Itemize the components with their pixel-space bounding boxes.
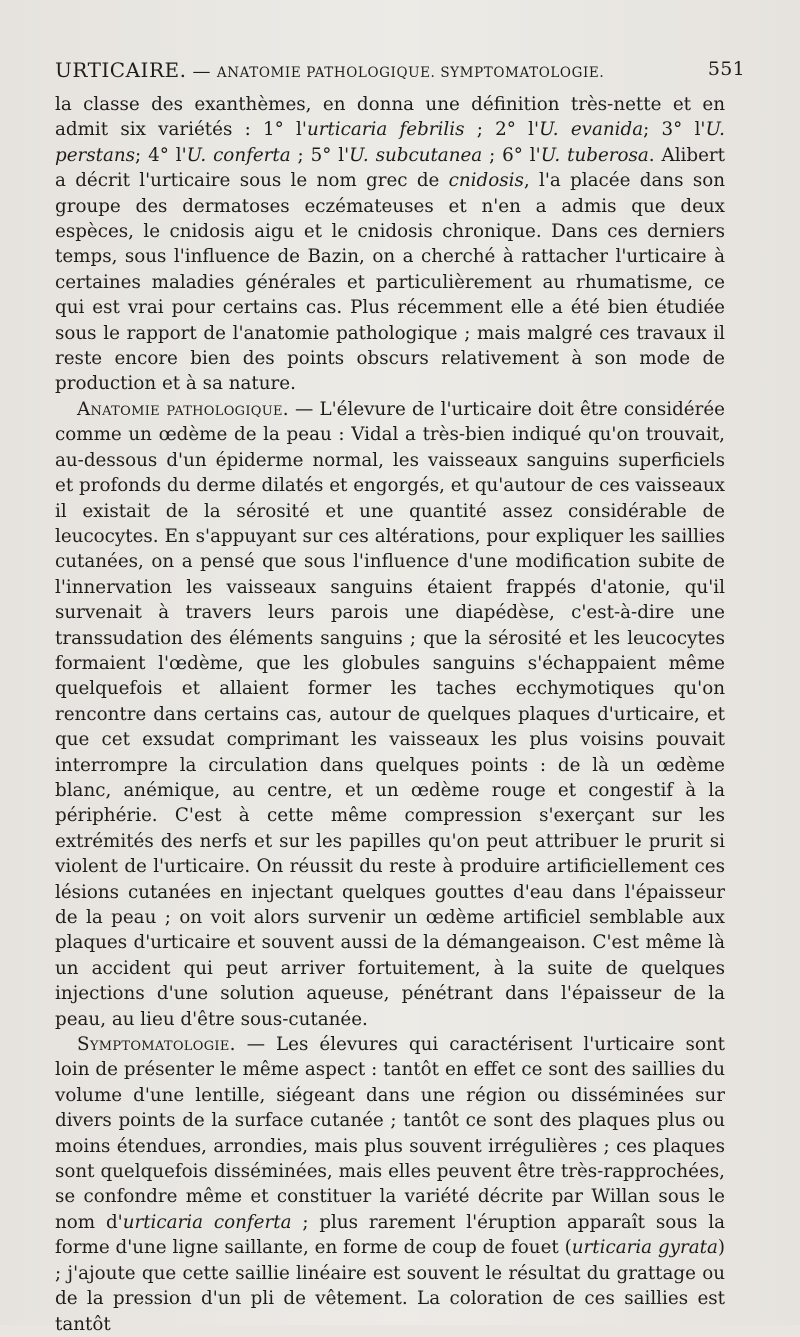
text-run: ; plus rarement l'éruption apparaît sous la forme d'une ligne saillante, en forme de coup de fouet ( — [55, 1211, 726, 1259]
page-number: 551 — [707, 58, 745, 80]
paragraph-history — [55, 92, 725, 397]
latin-term: urticaria conferta — [122, 1211, 292, 1233]
paragraph-symptomatologie — [55, 1032, 725, 1337]
latin-term: U. perstans — [55, 119, 725, 166]
latin-term: U. evanida — [539, 119, 644, 141]
latin-term: U. conferta — [186, 144, 291, 166]
text-run: ) ; j'ajoute que cette saillie linéaire est souvent le résultat du grattage ou de la pression d'un pli de vêtement. La coloration de ces saillies est tantôt — [55, 1237, 725, 1335]
text-run: ; 5° l' — [290, 144, 350, 166]
section-heading-symptomatologie: Symptomatologie. — [77, 1034, 236, 1056]
text-run: ; 4° l' — [135, 144, 187, 166]
paragraph-anatomie — [55, 397, 725, 1032]
text-run: ; 6° l' — [482, 144, 541, 166]
latin-term: urticaria febrilis — [306, 119, 465, 141]
text-run: — L'élevure de l'urticaire doit être considérée comme un œdème de la peau : Vidal a très-bien indiqué qu'on trouvait, au-dessous d'un épiderme normal, les vaisseaux sanguins superficiels et profonds du derme dilatés et engorgés, et qu'autour de ces vaisseaux il existait de la sérosité et une quantité assez considérable de leucocytes. En s'appuyant sur ces altérations, pour expliquer les saillies cutanées, on a pensé que sous l'influence d'une modification subite de l'innervation les vaisseaux sanguins étaient frappés d'atonie, qu'il survenait à travers leurs parois une diapédèse, c'est-à-dire une transsudation des éléments sanguins ; que la sérosité et les leucocytes formaient l'œdème, que les globules sanguins s'échappaient même quelquefois et allaient former les taches ecchymotiques qu'on rencontre dans certains cas, autour de quelques plaques d'urticaire, et que cet exsudat comprimant les vaisseaux les plus voisins pouvait interrompre la circulation dans quelques points : de là un œdème blanc, anémique, au centre, et un œdème rouge et congestif à la périphérie. C'est à cette même compression s'exerçant sur les extrémités des nerfs et sur les papilles qu'on peut attribuer le prurit si violent de l'urticaire. On réussit du reste à produire artificiellement ces lésions cutanées en injectant quelques gouttes d'eau dans l'épaisseur de la peau ; on voit alors survenir un œdème artificiel semblable aux plaques d'urticaire et souvent aussi de la démangeaison. C'est même là un accident qui peut arriver fortuitement, à la suite de quelques injections d'une solution aqueuse, pénétrant dans l'épaisseur de la peau, au lieu d'être sous-cutanée. — [55, 398, 725, 1030]
latin-term: U. subcutanea — [349, 144, 483, 166]
text-run: la classe des exanthèmes, en donna une définition très-nette et en admit six variétés : 1° l' — [55, 94, 725, 141]
text-run: — Les élevures qui caractérisent l'urticaire sont loin de présenter le même aspect : tantôt en effet ce sont des saillies du volume d'une lentille, siégeant dans une région ou disséminées sur divers points de la surface cutanée ; tantôt ce sont des plaques plus ou moins étendues, arrondies, mais plus souvent irrégulières ; ces plaques sont quelquefois disséminées, mais elles peuvent être très-rapprochées, se confondre même et constituer la variété décrite par Willan sous le nom d' — [55, 1034, 725, 1233]
text-run: ; 3° l' — [643, 119, 706, 141]
text-run: , l'a placée dans son groupe des dermatoses eczémateuses et n'en a admis que deux espèces, le cnidosis aigu et le cnidosis chronique. Dans ces derniers temps, sous l'influence de Bazin, on a cherché à rattacher l'urticaire à certaines maladies générales et particulièrement au rhumatisme, ce qui est vrai pour certains cas. Plus récemment elle a été bien étudiée sous le rapport de l'anatomie pathologique ; mais malgré ces travaux il reste encore bien des points obscurs relativement à son mode de production et à sa nature. — [55, 170, 725, 395]
section-heading-anatomie: Anatomie pathologique. — [77, 398, 289, 420]
header-subtitle: ANATOMIE PATHOLOGIQUE. SYMPTOMATOLOGIE. — [216, 65, 605, 81]
running-header — [55, 58, 745, 88]
greek-term: cnidosis — [448, 170, 524, 192]
running-title — [55, 58, 604, 82]
latin-term: U. tuberosa — [540, 144, 649, 166]
text-run: ; 2° l' — [464, 119, 540, 141]
text-run: . Alibert a décrit l'urticaire sous le nom grec de — [55, 144, 725, 192]
page-body — [55, 92, 725, 1337]
header-title: URTICAIRE. — [55, 58, 187, 82]
header-dash: — — [192, 61, 211, 82]
latin-term: urticaria gyrata — [571, 1237, 718, 1259]
